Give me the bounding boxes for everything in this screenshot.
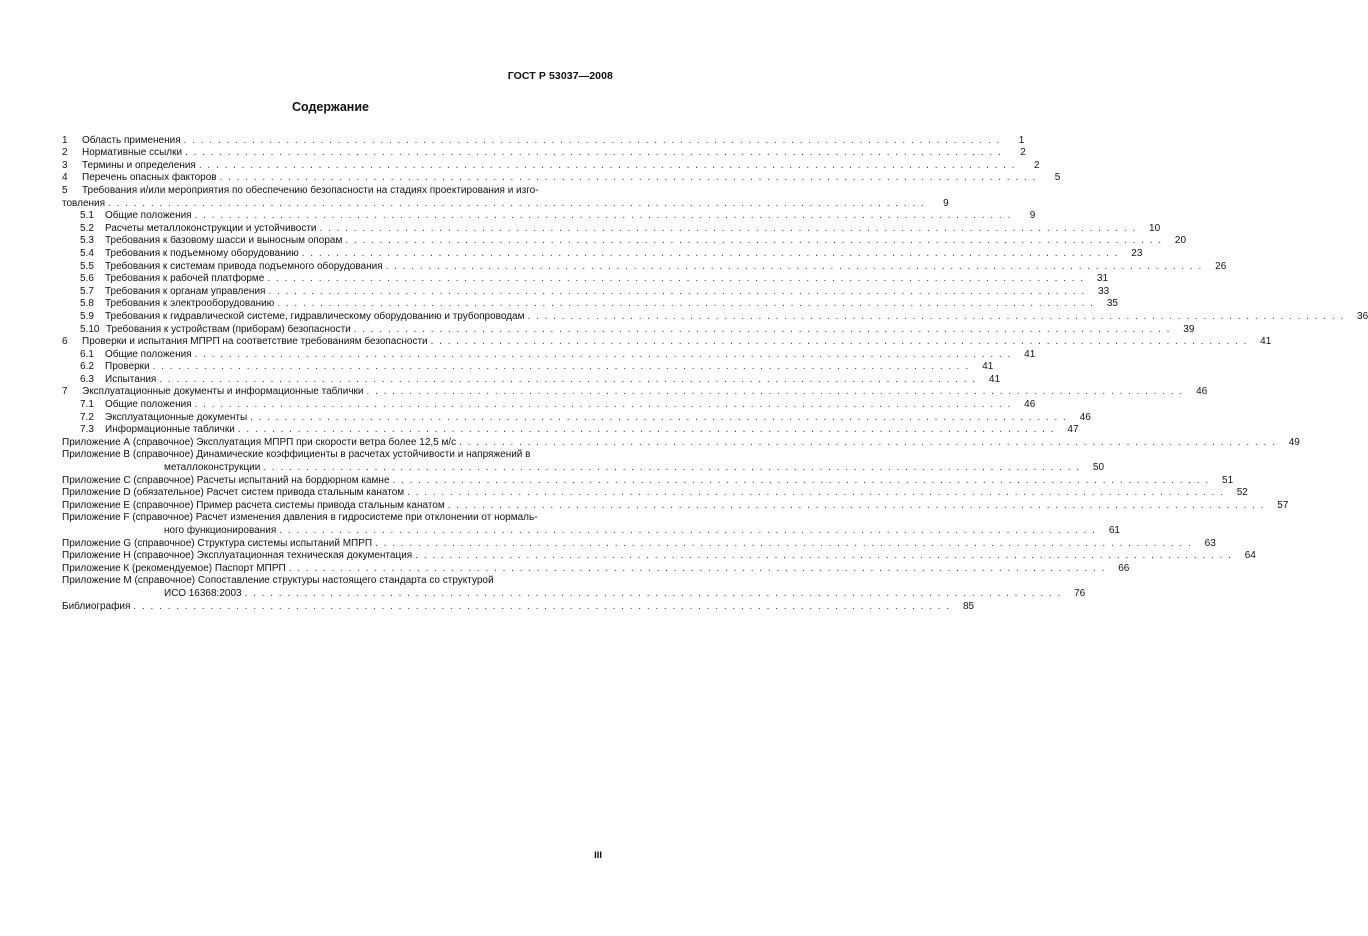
toc-entry-3[interactable]: 3 Термины и определения . . . 2: [62, 159, 598, 172]
standard-number: ГОСТ Р 53037—2008: [507, 70, 613, 82]
toc-entry-appendix-c[interactable]: Приложение С (справочное) Расчеты испытаний на бордюрном камне . . . 51: [62, 474, 598, 487]
toc-entry-5-10[interactable]: 5.10 Требования к устройствам (приборам) безопасности . . . 39: [62, 323, 598, 336]
page-number: III: [594, 850, 602, 861]
toc-entry-bibliography[interactable]: Библиография . . . 85: [62, 600, 598, 613]
toc-entry-appendix-m[interactable]: Приложение М (справочное) Сопоставление структуры настоящего стандарта со структурой ИСО 16368:2003 . . . 76: [62, 575, 598, 600]
toc-entry-5[interactable]: 5 Требования и/или мероприятия по обеспечению безопасности на стадиях проектирования и изго- товления . . . 9: [62, 184, 598, 209]
toc-entry-appendix-b[interactable]: Приложение В (справочное) Динамические коэффициенты в расчетах устойчивости и напряжений в металлоконструкции . . . 50: [62, 449, 598, 474]
toc-entry-6-1[interactable]: 6.1 Общие положения . . . 41: [62, 348, 598, 361]
toc-entry-7-2[interactable]: 7.2 Эксплуатационные документы . . . 46: [62, 411, 598, 424]
table-of-contents: [62, 134, 1368, 613]
toc-entry-appendix-h[interactable]: Приложение Н (справочное) Эксплуатационная техническая документация . . . 64: [62, 550, 598, 563]
toc-entry-5-4[interactable]: 5.4 Требования к подъемному оборудованию . . . 23: [62, 247, 598, 260]
toc-entry-appendix-e[interactable]: Приложение Е (справочное) Пример расчета системы привода стальным канатом . . . 57: [62, 499, 598, 512]
toc-entry-2[interactable]: 2 Нормативные ссылки . . . 2: [62, 147, 598, 160]
toc-entry-6-2[interactable]: 6.2 Проверки . . . 41: [62, 361, 598, 374]
toc-entry-appendix-g[interactable]: Приложение G (справочное) Структура системы испытаний МПРП . . . 63: [62, 537, 598, 550]
toc-entry-5-7[interactable]: 5.7 Требования к органам управления . . . 33: [62, 285, 598, 298]
page-title: Содержание: [291, 100, 369, 114]
toc-entry-7-1[interactable]: 7.1 Общие положения . . . 46: [62, 398, 598, 411]
toc-entry-5-6[interactable]: 5.6 Требования к рабочей платформе . . . 31: [62, 273, 598, 286]
toc-entry-5-1[interactable]: 5.1 Общие положения . . . 9: [62, 210, 598, 223]
toc-entry-5-5[interactable]: 5.5 Требования к системам привода подъемного оборудования . . . 26: [62, 260, 598, 273]
toc-entry-1[interactable]: 1 Область применения . . . 1: [62, 134, 598, 147]
toc-entry-5-8[interactable]: 5.8 Требования к электрооборудованию . . . 35: [62, 298, 598, 311]
toc-entry-5-3[interactable]: 5.3 Требования к базовому шасси и выносным опорам . . . 20: [62, 235, 598, 248]
toc-entry-6[interactable]: 6 Проверки и испытания МПРП на соответствие требованиям безопасности . . . 41: [62, 336, 598, 349]
toc-entry-appendix-d[interactable]: Приложение D (обязательное) Расчет систем привода стальным канатом . . . 52: [62, 487, 598, 500]
toc-entry-appendix-a[interactable]: Приложение А (справочное) Эксплуатация МПРП при скорости ветра более 12,5 м/с . . . 49: [62, 436, 598, 449]
toc-entry-appendix-f[interactable]: Приложение F (справочное) Расчет изменения давления в гидросистеме при отклонении от нормаль- ного функционирования . . . 61: [62, 512, 598, 537]
toc-entry-6-3[interactable]: 6.3 Испытания . . . 41: [62, 373, 598, 386]
toc-entry-7[interactable]: 7 Эксплуатационные документы и информационные таблички . . . 46: [62, 386, 598, 399]
toc-entry-5-2[interactable]: 5.2 Расчеты металлоконструкции и устойчивости . . . 10: [62, 222, 598, 235]
toc-entry-7-3[interactable]: 7.3 Информационные таблички . . . 47: [62, 424, 598, 437]
toc-entry-appendix-k[interactable]: Приложение К (рекомендуемое) Паспорт МПРП . . . 66: [62, 562, 598, 575]
toc-entry-5-9[interactable]: 5.9 Требования к гидравлической системе, гидравлическому оборудованию и трубопроводам . . . 36: [62, 310, 598, 323]
toc-entry-4[interactable]: 4 Перечень опасных факторов . . . 5: [62, 172, 598, 185]
